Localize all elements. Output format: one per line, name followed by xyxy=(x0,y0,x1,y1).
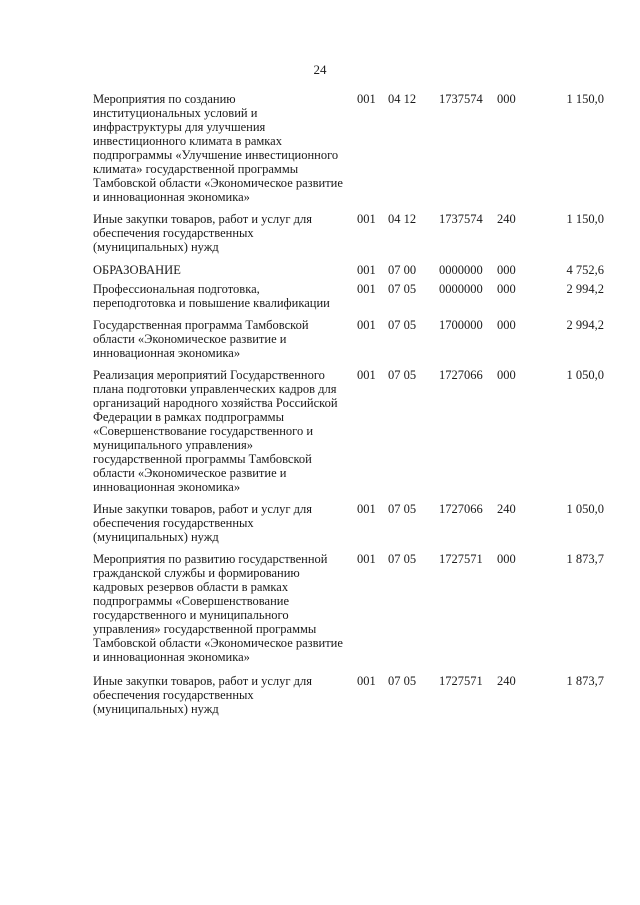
table-row xyxy=(0,318,640,360)
row-sum: 1 873,7 xyxy=(566,674,604,688)
row-expense-code: 240 xyxy=(497,212,516,226)
row-target-code: 1700000 xyxy=(439,318,483,332)
row-gr-code: 001 xyxy=(357,674,376,688)
table-row xyxy=(0,674,640,716)
row-sum: 1 150,0 xyxy=(566,212,604,226)
row-expense-code: 000 xyxy=(497,552,516,566)
row-target-code: 1737574 xyxy=(439,212,483,226)
row-sum: 2 994,2 xyxy=(566,282,604,296)
row-expense-code: 240 xyxy=(497,674,516,688)
row-target-code: 1727571 xyxy=(439,674,483,688)
row-description: Мероприятия по созданию институциональных условий и инфраструктуры для улучшения инвестиционного климата в рамках подпрограммы «Улучшение инвестиционного климата» государственной программы Тамбовской области «Экономическое развитие и инновационная экономика» xyxy=(93,92,343,204)
row-gr-code: 001 xyxy=(357,552,376,566)
row-section-code: 07 00 xyxy=(388,263,417,277)
table-row xyxy=(0,263,640,277)
row-sum: 4 752,6 xyxy=(566,263,604,277)
row-gr-code: 001 xyxy=(357,263,376,277)
row-gr-code: 001 xyxy=(357,368,376,382)
row-section-code: 07 05 xyxy=(388,552,417,566)
row-description: Иные закупки товаров, работ и услуг для обеспечения государственных (муниципальных) нужд xyxy=(93,502,313,544)
row-expense-code: 000 xyxy=(497,368,516,382)
row-description: Иные закупки товаров, работ и услуг для обеспечения государственных (муниципальных) нужд xyxy=(93,212,313,254)
row-expense-code: 000 xyxy=(497,318,516,332)
table-row xyxy=(0,282,640,310)
row-target-code: 1727066 xyxy=(439,502,483,516)
row-section-code: 07 05 xyxy=(388,318,417,332)
row-sum: 1 150,0 xyxy=(566,92,604,106)
row-section-code: 07 05 xyxy=(388,282,417,296)
row-section-code: 07 05 xyxy=(388,502,417,516)
row-target-code: 1727066 xyxy=(439,368,483,382)
row-gr-code: 001 xyxy=(357,282,376,296)
row-description: Реализация мероприятий Государственного плана подготовки управленческих кадров для организаций народного хозяйства Российской Федерации в рамках подпрограммы «Совершенствование государственного и муниципального управления» государственной программы Тамбовской области «Экономическое развитие и инновационная экономика» xyxy=(93,368,338,494)
table-row xyxy=(0,502,640,544)
row-description: Профессиональная подготовка, переподготовка и повышение квалификации xyxy=(93,282,330,310)
row-section-code: 04 12 xyxy=(388,212,417,226)
row-sum: 1 050,0 xyxy=(566,502,604,516)
row-sum: 1 873,7 xyxy=(566,552,604,566)
row-target-code: 0000000 xyxy=(439,282,483,296)
row-description: Иные закупки товаров, работ и услуг для обеспечения государственных (муниципальных) нужд xyxy=(93,674,313,716)
row-target-code: 1737574 xyxy=(439,92,483,106)
row-target-code: 1727571 xyxy=(439,552,483,566)
row-expense-code: 000 xyxy=(497,92,516,106)
table-row xyxy=(0,212,640,254)
row-expense-code: 000 xyxy=(497,282,516,296)
budget-table xyxy=(0,92,640,716)
row-section-code: 07 05 xyxy=(388,674,417,688)
row-description: ОБРАЗОВАНИЕ xyxy=(93,263,181,277)
row-section-code: 07 05 xyxy=(388,368,417,382)
table-row xyxy=(0,92,640,204)
row-expense-code: 240 xyxy=(497,502,516,516)
row-section-code: 04 12 xyxy=(388,92,417,106)
row-gr-code: 001 xyxy=(357,502,376,516)
row-gr-code: 001 xyxy=(357,212,376,226)
row-description: Государственная программа Тамбовской области «Экономическое развитие и инновационная экономика» xyxy=(93,318,309,360)
table-row xyxy=(0,552,640,664)
table-row xyxy=(0,368,640,494)
row-description: Мероприятия по развитию государственной гражданской службы и формированию кадровых резервов области в рамках подпрограммы «Совершенствование государственного и муниципального управления» государственной программы Тамбовской области «Экономическое развитие и инновационная экономика» xyxy=(93,552,343,664)
row-target-code: 0000000 xyxy=(439,263,483,277)
page-number: 24 xyxy=(313,62,327,77)
row-expense-code: 000 xyxy=(497,263,516,277)
row-gr-code: 001 xyxy=(357,92,376,106)
row-gr-code: 001 xyxy=(357,318,376,332)
row-sum: 1 050,0 xyxy=(566,368,604,382)
row-sum: 2 994,2 xyxy=(566,318,604,332)
